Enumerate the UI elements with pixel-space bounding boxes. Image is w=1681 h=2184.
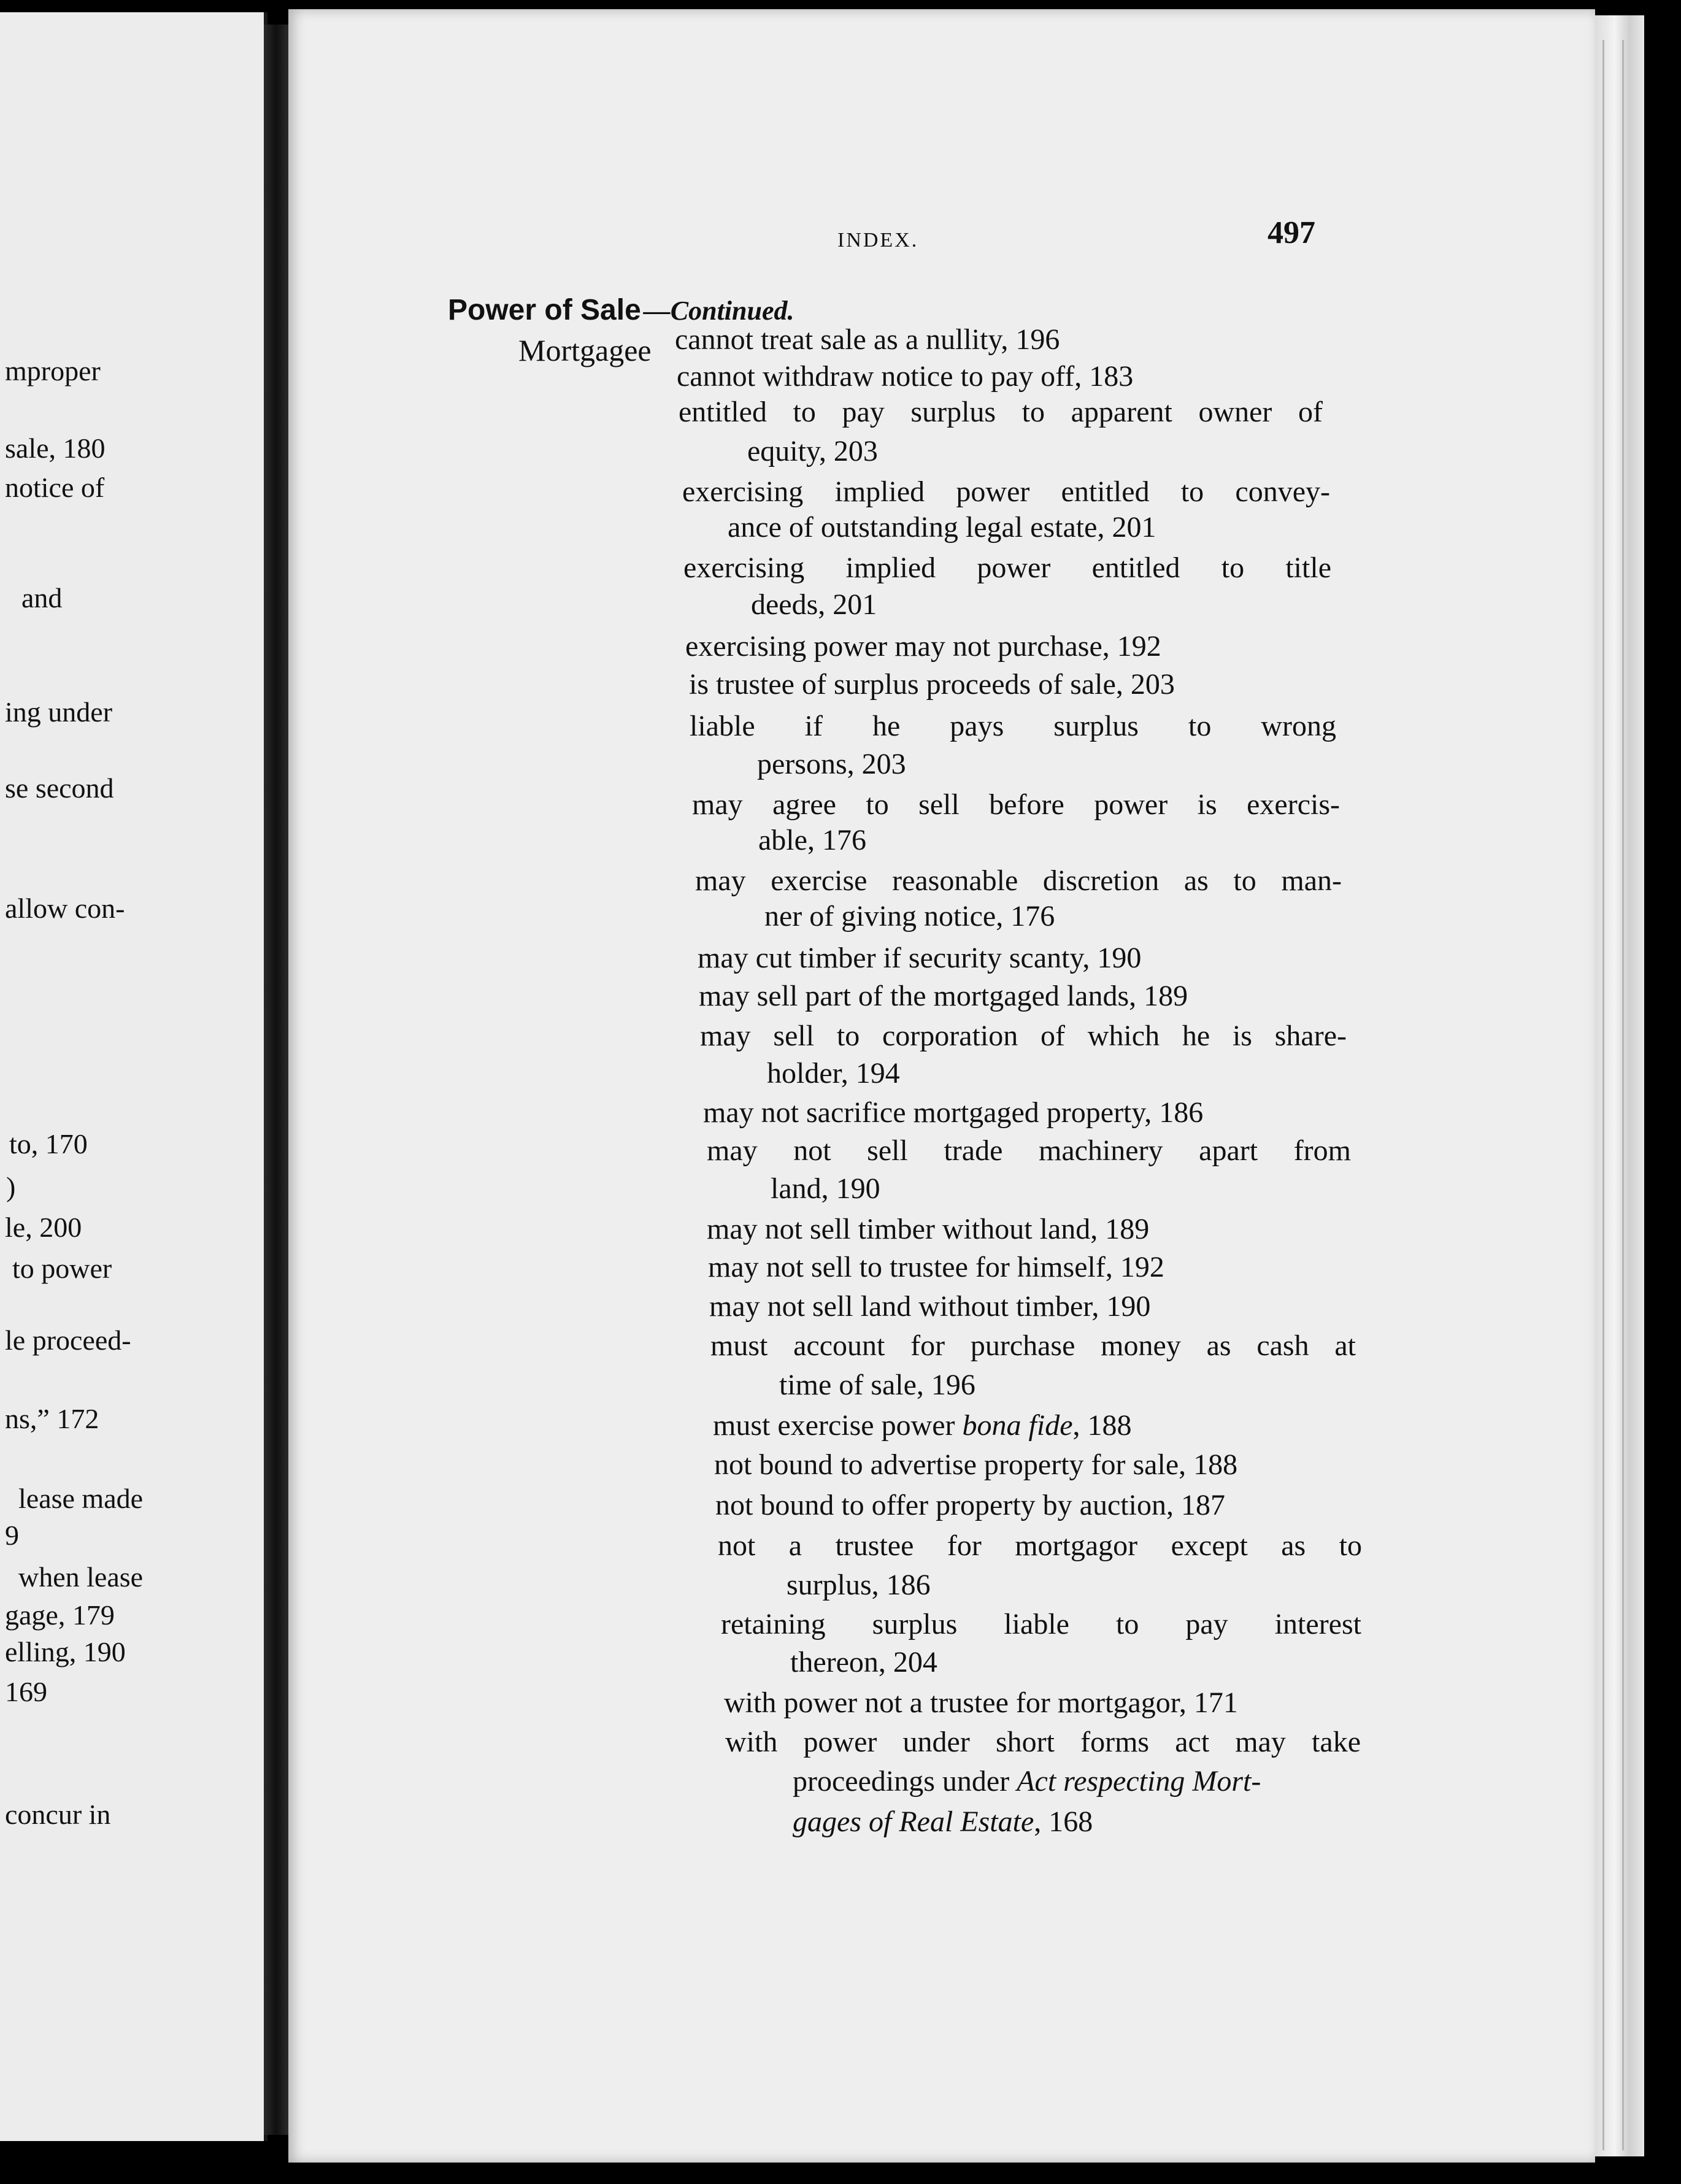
index-entry-line: persons, 203 xyxy=(757,748,906,780)
index-entry-line: is trustee of surplus proceeds of sale, 203 xyxy=(689,668,1175,701)
index-entry-line: thereon, 204 xyxy=(790,1646,937,1678)
left-fragment-text: and xyxy=(21,582,63,613)
index-entry-line: may agree to sell before power is exercis- xyxy=(692,788,1340,821)
index-entry-line: may not sacrifice mortgaged property, 186 xyxy=(703,1096,1204,1129)
left-fragment-text: to power xyxy=(12,1253,112,1284)
index-entry-line: not bound to offer property by auction, 187 xyxy=(715,1489,1225,1521)
left-fragment-text: 169 xyxy=(5,1676,47,1707)
index-subheading: Mortgagee xyxy=(518,333,652,367)
left-fragment-text: ) xyxy=(6,1171,16,1202)
left-fragment-text: ns,” 172 xyxy=(5,1403,99,1434)
index-entry-line: retaining surplus liable to pay interest xyxy=(721,1608,1361,1640)
index-entry-line: may not sell to trustee for himself, 192 xyxy=(708,1251,1164,1283)
left-fragment-text: le, 200 xyxy=(5,1212,82,1243)
left-fragment-text: sale, 180 xyxy=(5,433,106,464)
left-fragment-text: allow con- xyxy=(5,893,125,924)
running-head: INDEX. xyxy=(837,229,919,252)
entry-page-ref: , 168 xyxy=(1034,1805,1093,1838)
left-fragment-text: gage, 179 xyxy=(5,1599,115,1631)
index-entry-line: able, 176 xyxy=(758,824,866,856)
entry-text: must exercise power xyxy=(713,1409,955,1442)
entry-page-ref: , 188 xyxy=(1072,1409,1132,1442)
index-entry-line: may sell to corporation of which he is share- xyxy=(700,1020,1347,1052)
left-fragment-text: notice of xyxy=(5,472,105,503)
index-entry-line: exercising implied power entitled to convey- xyxy=(682,475,1330,508)
index-entry-line: may cut timber if security scanty, 190 xyxy=(698,942,1142,974)
left-fragment-text: to, 170 xyxy=(9,1128,88,1159)
left-page-fragment xyxy=(0,12,267,2141)
left-fragment-text: le proceed- xyxy=(5,1325,131,1356)
index-entry-line: with power not a trustee for mortgagor, 171 xyxy=(724,1686,1238,1719)
index-entry-line: not bound to advertise property for sale, 188 xyxy=(714,1448,1238,1481)
left-fragment-text: elling, 190 xyxy=(5,1636,126,1667)
index-entry-line: deeds, 201 xyxy=(751,588,877,621)
entry-text: proceedings under xyxy=(793,1765,1010,1798)
heading-title: Power of Sale xyxy=(448,294,641,326)
entry-italic-text: Act respecting Mort- xyxy=(1017,1765,1261,1798)
index-entry-line xyxy=(713,1411,1132,1440)
index-entry-line: holder, 194 xyxy=(767,1057,900,1090)
heading-continued: —Continued. xyxy=(643,296,794,326)
index-entry-line: must account for purchase money as cash at xyxy=(710,1329,1356,1362)
index-entry-line xyxy=(793,1807,1093,1837)
left-fragment-text: 9 xyxy=(5,1520,19,1551)
index-entry-line: may not sell timber without land, 189 xyxy=(707,1213,1150,1245)
index-entry-line: exercising implied power entitled to title xyxy=(683,552,1331,584)
index-entry-line: liable if he pays surplus to wrong xyxy=(690,710,1336,742)
left-fragment-text: lease made xyxy=(18,1483,144,1514)
entry-italic-text: bona fide xyxy=(962,1409,1073,1442)
index-entry-line: may not sell trade machinery apart from xyxy=(707,1134,1351,1167)
left-fragment-text: se second xyxy=(5,772,114,804)
index-entry-line: equity, 203 xyxy=(747,435,878,467)
page-edge xyxy=(1595,15,1644,2156)
index-entry-line: exercising power may not purchase, 192 xyxy=(685,630,1161,663)
index-entry-line: may sell part of the mortgaged lands, 189 xyxy=(699,980,1188,1012)
index-entry-line: surplus, 186 xyxy=(787,1569,931,1601)
index-entry-line: land, 190 xyxy=(771,1172,880,1205)
page-edge-line xyxy=(1602,40,1604,2150)
left-fragment-text: ing under xyxy=(5,696,113,728)
index-entry-line: may not sell land without timber, 190 xyxy=(709,1290,1151,1323)
left-fragment-text: concur in xyxy=(5,1799,111,1830)
index-entry-line: entitled to pay surplus to apparent owner of xyxy=(679,396,1323,428)
entry-italic-text: gages of Real Estate xyxy=(793,1805,1034,1838)
left-fragment-text: mproper xyxy=(5,355,101,386)
index-entry-line: ance of outstanding legal estate, 201 xyxy=(728,511,1156,544)
index-entry-line xyxy=(793,1767,1261,1796)
index-entry-line: not a trustee for mortgagor except as to xyxy=(718,1529,1362,1562)
index-entry-line: with power under short forms act may take xyxy=(725,1726,1361,1758)
index-heading xyxy=(448,293,794,327)
index-entry-line: cannot treat sale as a nullity, 196 xyxy=(675,323,1060,356)
book-gutter xyxy=(264,25,288,2135)
index-entry-line: time of sale, 196 xyxy=(779,1369,975,1401)
page-edge-line xyxy=(1622,40,1624,2150)
index-entry-line: ner of giving notice, 176 xyxy=(764,900,1055,932)
left-fragment-text: when lease xyxy=(18,1561,144,1593)
index-entry-line: may exercise reasonable discretion as to man- xyxy=(695,864,1342,897)
index-entry-line: cannot withdraw notice to pay off, 183 xyxy=(677,360,1134,393)
page-number: 497 xyxy=(1267,215,1315,250)
